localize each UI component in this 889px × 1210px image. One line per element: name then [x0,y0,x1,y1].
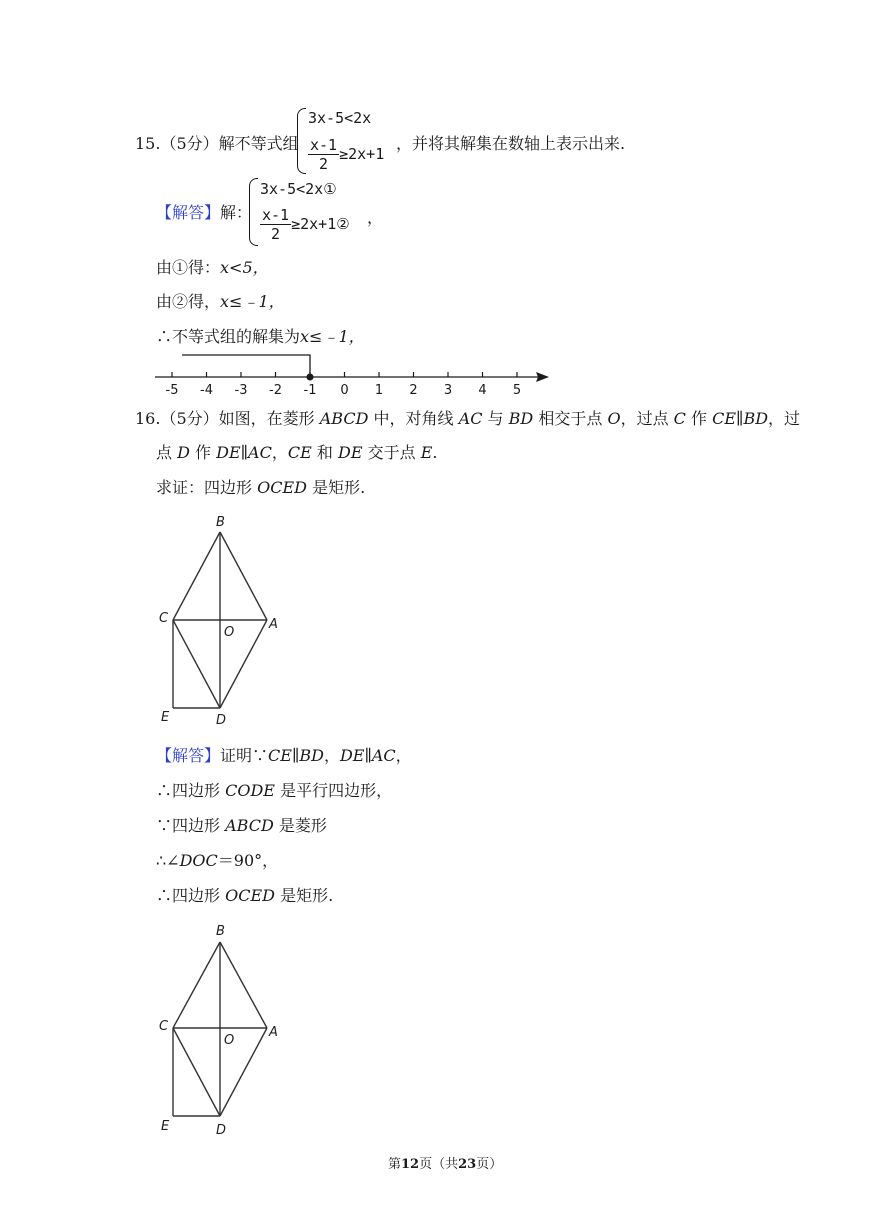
q16-text: 是矩形. [312,478,366,497]
q16-text: ∴四边形 [156,886,221,905]
solution-region-line [182,355,310,377]
q16-c: C [673,409,686,428]
segment-ba [220,532,267,620]
q16-answer-label: 【解答】 [156,746,221,765]
q15-answer-inequality-1: 3x-5<2x① [260,180,337,198]
label-o: O [224,1033,235,1048]
q16-text: . [432,443,438,462]
q16-text: OCED [225,886,275,905]
q16-text: 作 [691,409,708,428]
label-c: C [159,611,169,626]
q16-text: ， [395,746,412,765]
q15-step-2-expr: x≤﹣1， [220,292,285,311]
number-line-tick-label: -4 [200,383,213,398]
label-a: A [269,1025,278,1040]
label-a: A [269,617,278,632]
q16-text: 中，对角线 [373,409,454,428]
q16-e: E [420,443,433,462]
q16-ac: AC [458,409,483,428]
q15-step-1-prefix: 由①得： [156,258,221,277]
q15-frac-denominator: 2 [319,155,329,173]
q16-oced: OCED [257,478,307,497]
q16-proof-2 [156,781,392,801]
q16-text: ＝90°， [217,851,279,870]
number-line-tick-label: 1 [374,383,384,398]
q16-abcd: ABCD [319,409,369,428]
q16-text: 交于点 [367,443,416,462]
number-line-tick-label: 4 [478,383,487,398]
q16-text: ABCD [225,816,274,835]
solution-endpoint-dot [307,374,314,381]
q16-text: 是菱形 [278,816,327,835]
number-line-tick-label: 3 [443,383,453,398]
q16-number: 16. [135,409,161,428]
q16-score: （5分） [160,409,219,428]
q15-number: 15. [135,134,161,153]
q16-line-2 [156,443,437,463]
number-line-tick-label: -5 [165,383,179,398]
q16-proof-4 [156,851,278,871]
footer-text: 页） [476,1157,503,1172]
label-b: B [216,924,225,939]
rhombus-figure-2 [150,920,290,1145]
q15-step-3-expr: x≤﹣1， [300,327,365,346]
q16-text: CE∥BD [268,746,324,765]
segment-bc [173,942,220,1028]
q15-answer-comma: ， [367,208,384,227]
footer-page-number: 12 [401,1157,420,1172]
q16-text: 如图，在菱形 [218,409,315,428]
q16-text: DOC [179,851,218,870]
label-b: B [216,515,225,530]
q15-answer-frac-numerator: x-1 [262,206,290,224]
segment-ba [220,942,267,1028]
q16-d: D [177,443,190,462]
segment-bc [173,532,220,620]
q16-text: ∵四边形 [156,816,221,835]
label-d: D [216,1123,227,1138]
q15-answer-label: 【解答】 [156,203,221,222]
q15-frac-numerator: x-1 [310,136,338,154]
segment-cd [173,1028,220,1116]
q16-proof-1 [156,746,412,766]
page-footer [388,1153,502,1172]
q16-text: 是平行四边形， [280,781,393,800]
footer-total-pages: 23 [458,1157,477,1172]
q16-proof-3 [156,816,327,836]
q15-inequality-1: 3x-5<2x [308,109,372,127]
label-o: O [224,625,235,640]
q16-line-1 [135,409,800,429]
q16-text: 是矩形. [280,886,334,905]
q15-suffix: ，并将其解集在数轴上表示出来. [396,134,626,153]
number-line-tick-label: -2 [269,383,282,398]
q15-step-1-expr: x<5， [220,258,269,277]
q16-bd: BD [508,409,534,428]
q16-text: ，过点 [620,409,669,428]
label-e: E [161,1119,170,1134]
q15-answer-frac-denominator: 2 [271,225,281,243]
label-e: E [161,710,170,725]
q16-text: ， [323,746,340,765]
q16-text: 点 [156,443,173,462]
number-line-tick-label: -1 [303,383,317,398]
q16-text: CODE [225,781,275,800]
q16-de-ac: DE∥AC [216,443,272,462]
q16-text: 证明∵ [220,746,269,765]
footer-text: 第 [388,1157,402,1172]
q16-text: 和 [316,443,333,462]
q15-step-2-prefix: 由②得， [156,292,221,311]
label-d: D [216,713,227,728]
q16-text: DE∥AC [339,746,396,765]
footer-text: 页（共 [419,1157,459,1172]
q16-text: ∴∠ [156,851,180,870]
q16-text: ， [271,443,288,462]
q16-de: DE [337,443,363,462]
q16-text: ∴四边形 [156,781,221,800]
q16-text: ，过 [768,409,801,428]
q16-prove-line [156,478,365,498]
q15-step-3-prefix: ∴不等式组的解集为 [156,327,301,346]
number-line-tick-label: 0 [340,383,349,398]
q16-proof-5 [156,886,333,906]
q16-text: 求证：四边形 [156,478,253,497]
q15-prompt: 解不等式组 [218,134,299,153]
q16-text: 与 [487,409,504,428]
q15-answer-intro: 解： [220,203,253,222]
q16-text: 相交于点 [538,409,603,428]
number-line-tick-label: -3 [234,383,248,398]
q16-text: 作 [195,443,212,462]
q15-inequality-2-rest: ≥2x+1 [339,145,385,163]
number-line-tick-label: 2 [409,383,418,398]
q15-score: （5分） [160,134,219,153]
q15-answer-inequality-2-rest: ≥2x+1② [291,215,350,233]
number-line-tick-label: 5 [512,383,522,398]
q16-ce: CE [287,443,312,462]
rhombus-figure-1 [150,510,290,735]
segment-cd [173,620,220,708]
q16-o: O [607,409,621,428]
q16-ce-bd: CE∥BD [712,409,769,428]
label-c: C [159,1019,169,1034]
